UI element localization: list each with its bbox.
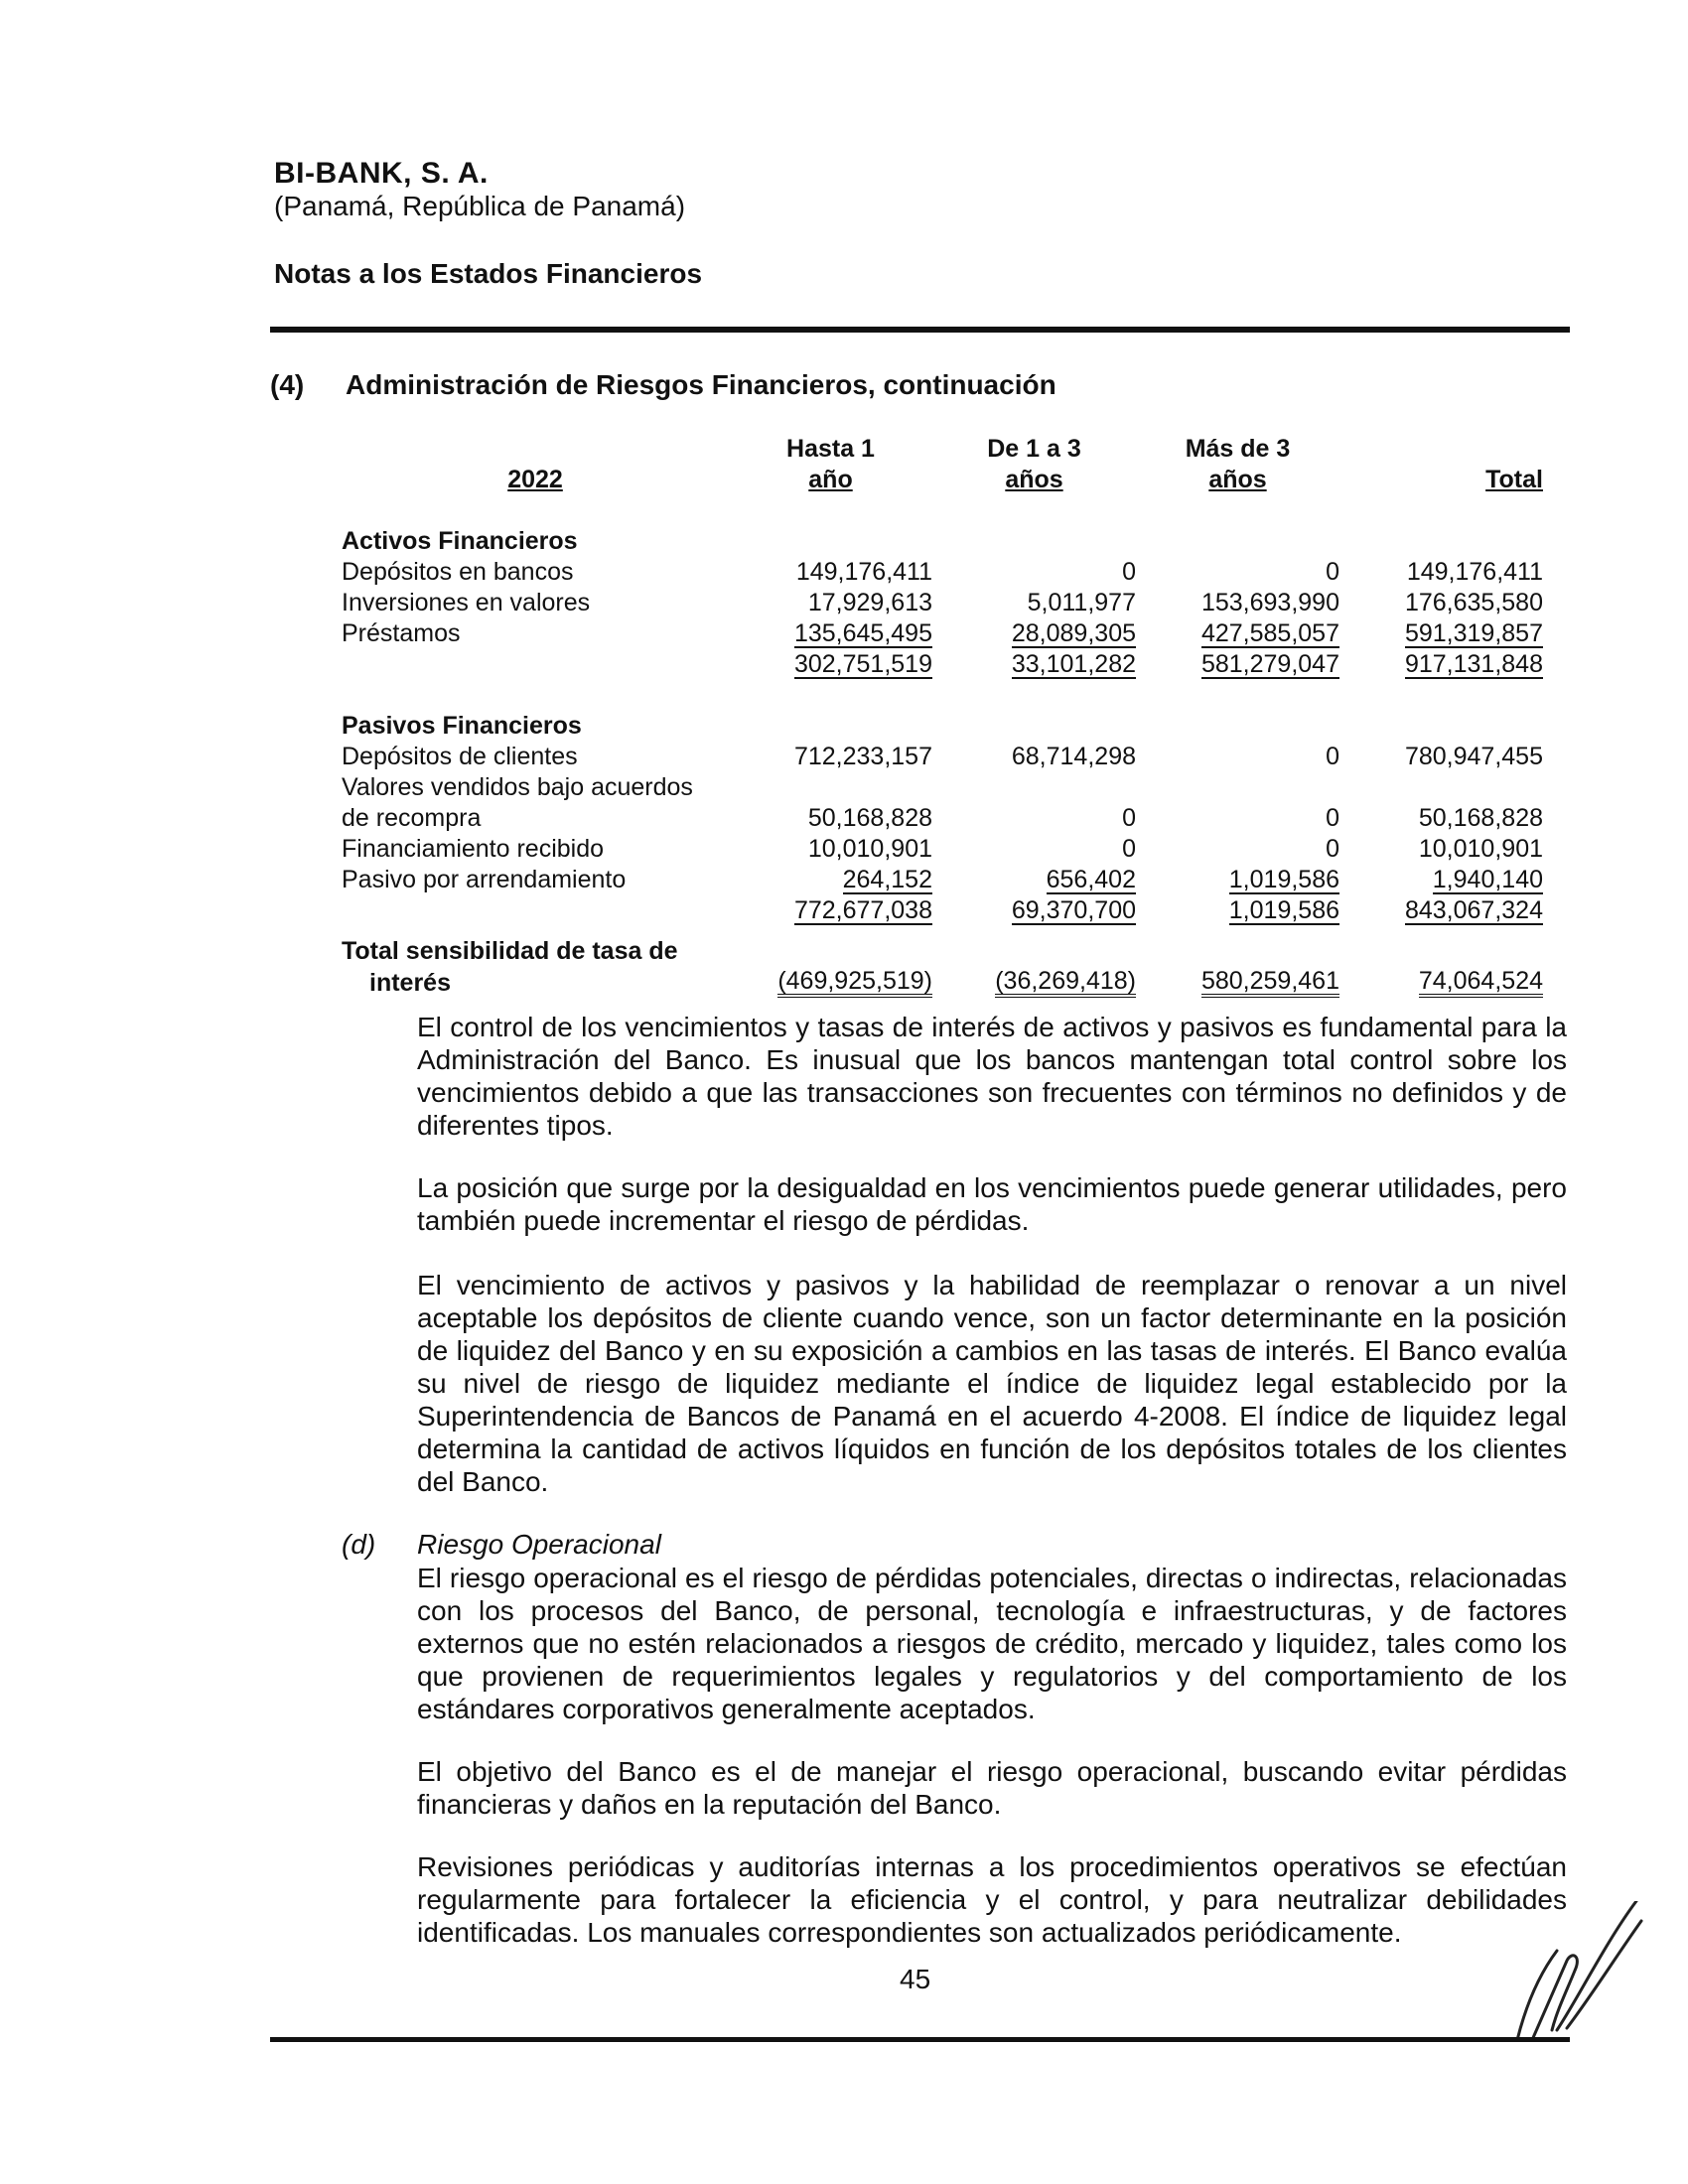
cell-value: 135,645,495 (793, 619, 932, 647)
cell-value: 0 (1326, 743, 1339, 770)
row-label: Préstamos (342, 619, 461, 647)
cell-value: 17,929,613 (807, 589, 932, 616)
paragraph-text: El objetivo del Banco es el de manejar el riesgo operacional, buscando evitar pérdidas financieras y daños en la reputación del Banco. (417, 1756, 1567, 1820)
cell-value: 0 (1122, 558, 1136, 586)
paragraph (417, 1011, 1567, 1142)
year-header: 2022 (507, 466, 563, 493)
section-title: Administración de Riesgos Financieros, continuación (346, 369, 1056, 400)
row-label: Depósitos de clientes (342, 743, 578, 770)
cell-value: 153,693,990 (1200, 589, 1339, 616)
subtotal-value: 917,131,848 (1404, 650, 1543, 678)
company-name: BI-BANK, S. A. (274, 157, 489, 190)
total-label: interés (369, 969, 451, 997)
signature-initials (1497, 1901, 1646, 2050)
company-location: (Panamá, República de Panamá) (274, 191, 686, 221)
liabilities-heading-row (342, 710, 1543, 741)
cell-value: 0 (1122, 804, 1136, 832)
paragraph (417, 1850, 1567, 1949)
row-label: Valores vendidos bajo acuerdos (342, 773, 693, 801)
total-value: 580,259,461 (1201, 968, 1339, 998)
paragraph-text: El vencimiento de activos y pasivos y la habilidad de reemplazar o renovar a un nivel aceptable los depósitos de cliente cuando vence, son un factor determinante en la posición de liquidez del Banco y en su exposición a cambios en las tasas de interés. El Banco evalúa su nivel de riesgo de liquidez mediante el índice de liquidez legal establecido por la Superintendencia de Bancos de Panamá en el acuerdo 4-2008. El índice de liquidez legal determina la cantidad de activos líquidos en función de los depósitos totales de los clientes del Banco. (417, 1270, 1567, 1497)
paragraph (417, 1562, 1567, 1725)
col-header-line2: Total (1485, 466, 1543, 493)
total-value: 74,064,524 (1419, 968, 1543, 998)
table-header-row-2 (342, 464, 1543, 494)
paragraph (417, 1269, 1567, 1498)
cell-value: 656,402 (1046, 866, 1136, 893)
paragraph-text: El control de los vencimientos y tasas de interés de activos y pasivos es fundamental para la Administración del Banco. Es inusual que los bancos mantengan total control sobre los vencimientos debido a que las transacciones son frecuentes con términos no definidos y de diferentes tipos. (417, 1012, 1567, 1141)
total-value: (36,269,418) (995, 968, 1136, 998)
paragraph (417, 1171, 1567, 1237)
maturity-table (342, 433, 1543, 998)
total-value: (469,925,519) (777, 968, 932, 998)
table-row (342, 833, 1543, 864)
assets-subtotal-row (342, 648, 1543, 679)
cell-value: 68,714,298 (1011, 743, 1136, 770)
cell-value: 591,319,857 (1404, 619, 1543, 647)
header-rule (270, 327, 1570, 333)
cell-value: 5,011,977 (1027, 589, 1136, 616)
document-title: Notas a los Estados Financieros (274, 258, 703, 289)
col-header-line1: Hasta 1 (786, 435, 875, 463)
section-number: (4) (270, 369, 305, 400)
col-header-line1 (1339, 433, 1543, 464)
liabilities-subtotal-row (342, 894, 1543, 925)
paragraph-text: La posición que surge por la desigualdad en los vencimientos puede generar utilidades, pero también puede incrementar el riesgo de pérdidas. (417, 1172, 1567, 1236)
table-row (342, 617, 1543, 648)
cell-value: 28,089,305 (1011, 619, 1136, 647)
cell-value: 149,176,411 (795, 558, 932, 586)
page-number: 45 (900, 1964, 931, 1994)
liabilities-heading: Pasivos Financieros (342, 712, 582, 740)
cell-value: 0 (1122, 835, 1136, 863)
subtotal-value: 581,279,047 (1200, 650, 1339, 678)
cell-value: 427,585,057 (1200, 619, 1339, 647)
subtotal-value: 843,067,324 (1404, 896, 1543, 924)
footer-rule (270, 2037, 1570, 2042)
cell-value: 176,635,580 (1404, 589, 1543, 616)
table-row (342, 741, 1543, 771)
assets-heading: Activos Financieros (342, 527, 578, 555)
col-header-line1: Más de 3 (1185, 435, 1291, 463)
total-label-row (342, 935, 1543, 966)
table-header-row-1 (342, 433, 1543, 464)
cell-value: 264,152 (842, 866, 932, 893)
subsection-letter: (d) (342, 1529, 376, 1560)
row-label: Inversiones en valores (342, 589, 591, 616)
paragraph (417, 1755, 1567, 1821)
table-row (342, 587, 1543, 617)
cell-value: 50,168,828 (807, 804, 932, 832)
row-label: Pasivo por arrendamiento (342, 866, 627, 893)
cell-value: 0 (1326, 804, 1339, 832)
paragraph-text: El riesgo operacional es el riesgo de pérdidas potenciales, directas o indirectas, relacionadas con los procesos del Banco, de personal, tecnología e infraestructuras, y de factores externos que no estén relacionados a riesgos de crédito, mercado y liquidez, tales como los que provienen de requerimientos legales y regulatorios y del comportamiento de los estándares corporativos generalmente aceptados. (417, 1563, 1567, 1724)
cell-value: 0 (1326, 835, 1339, 863)
table-row (342, 864, 1543, 894)
row-label: de recompra (342, 804, 482, 832)
subtotal-value: 772,677,038 (793, 896, 932, 924)
cell-value: 149,176,411 (1406, 558, 1543, 586)
cell-value: 1,019,586 (1228, 866, 1339, 893)
subtotal-value: 33,101,282 (1011, 650, 1136, 678)
cell-value: 50,168,828 (1418, 804, 1543, 832)
assets-heading-row (342, 525, 1543, 556)
col-header-line2: años (1208, 466, 1267, 493)
cell-value: 712,233,157 (793, 743, 932, 770)
row-label: Financiamiento recibido (342, 835, 605, 863)
total-label: Total sensibilidad de tasa de (342, 937, 678, 965)
subtotal-value: 302,751,519 (793, 650, 932, 678)
row-label: Depósitos en bancos (342, 558, 574, 586)
table-row (342, 802, 1543, 833)
total-row (342, 966, 1543, 998)
cell-value: 780,947,455 (1404, 743, 1543, 770)
cell-value: 10,010,901 (807, 835, 932, 863)
col-header-line1: De 1 a 3 (987, 435, 1081, 463)
subsection-title: Riesgo Operacional (417, 1529, 661, 1560)
col-header-line2: años (1005, 466, 1063, 493)
subtotal-value: 69,370,700 (1011, 896, 1136, 924)
table-row (342, 771, 1543, 802)
cell-value: 1,940,140 (1432, 866, 1543, 893)
subtotal-value: 1,019,586 (1228, 896, 1339, 924)
col-header-line2: año (808, 466, 853, 493)
cell-value: 0 (1326, 558, 1339, 586)
paragraph-text: Revisiones periódicas y auditorías internas a los procedimientos operativos se efectúan regularmente para fortalecer la eficiencia y el control, y para neutralizar debilidades identificadas. Los manuales correspondientes son actualizados periódicamente. (417, 1851, 1567, 1948)
cell-value: 10,010,901 (1418, 835, 1543, 863)
table-row (342, 556, 1543, 587)
